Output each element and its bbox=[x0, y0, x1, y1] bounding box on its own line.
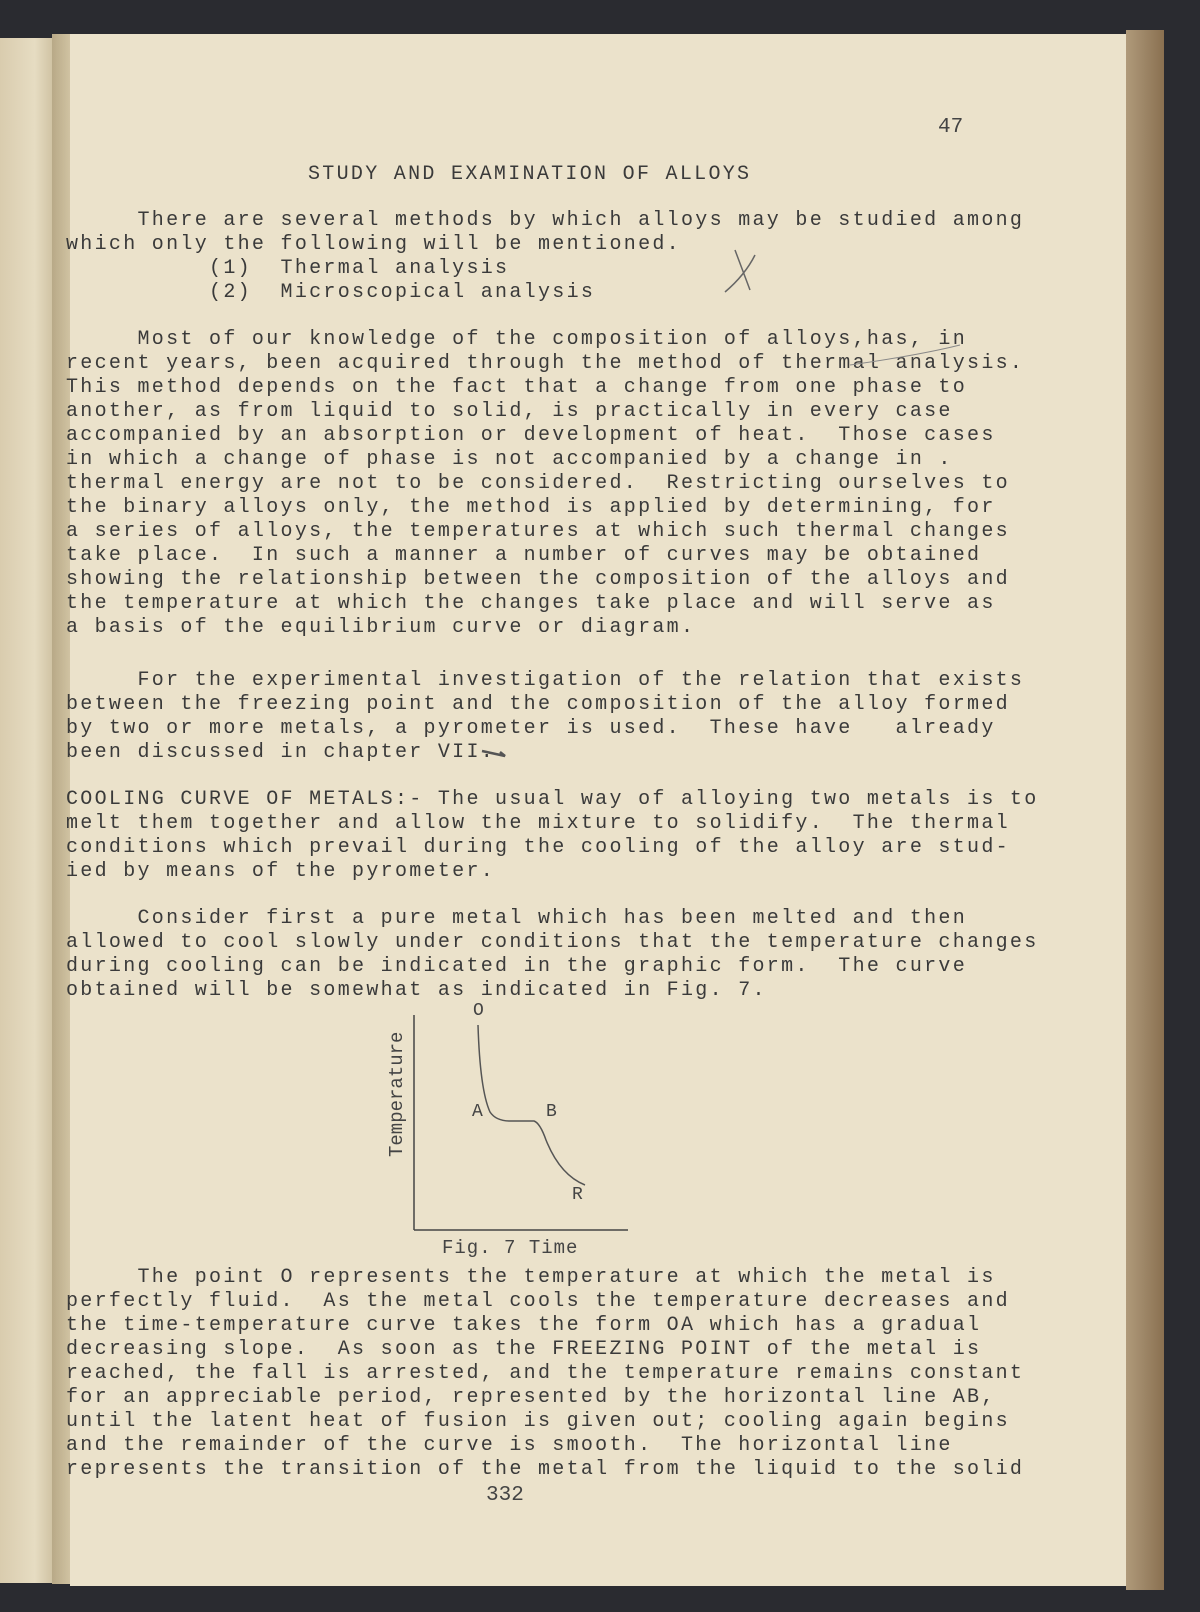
page-title: STUDY AND EXAMINATION OF ALLOYS bbox=[308, 163, 752, 186]
text-line: (2) Microscopical analysis bbox=[66, 281, 596, 304]
text-line: accompanied by an absorption or development of heat. Those cases bbox=[66, 424, 996, 447]
text-line: by two or more metals, a pyrometer is used. These have already bbox=[66, 717, 996, 740]
text-line: in which a change of phase is not accompanied by a change in . bbox=[66, 448, 953, 471]
text-line: until the latent heat of fusion is given out; cooling again begins bbox=[66, 1410, 1010, 1433]
point-a-label: A bbox=[472, 1102, 483, 1122]
text-line: allowed to cool slowly under conditions that the temperature changes bbox=[66, 931, 1039, 954]
text-line: another, as from liquid to solid, is practically in every case bbox=[66, 400, 953, 423]
text-line: a series of alloys, the temperatures at which such thermal changes bbox=[66, 520, 1010, 543]
text-line: ied by means of the pyrometer. bbox=[66, 860, 496, 883]
text-line: during cooling can be indicated in the graphic form. The curve bbox=[66, 955, 968, 978]
page-number: 47 bbox=[938, 116, 964, 139]
figure-7-cooling-curve bbox=[360, 995, 660, 1265]
point-b-label: B bbox=[546, 1102, 557, 1122]
text-line: For the experimental investigation of the relation that exists bbox=[66, 669, 1025, 692]
text-line: reached, the fall is arrested, and the temperature remains constant bbox=[66, 1362, 1025, 1385]
footer-page-number: 332 bbox=[486, 1484, 524, 1507]
text-line: take place. In such a manner a number of curves may be obtained bbox=[66, 544, 982, 567]
text-line: conditions which prevail during the cooling of the alloy are stud- bbox=[66, 836, 1010, 859]
point-o-label: O bbox=[473, 1001, 484, 1021]
text-line: between the freezing point and the composition of the alloy formed bbox=[66, 693, 1010, 716]
text-line: which only the following will be mentioned. bbox=[66, 233, 681, 256]
text-line: Most of our knowledge of the composition of alloys,has, in bbox=[66, 328, 968, 351]
text-line: the binary alloys only, the method is applied by determining, for bbox=[66, 496, 996, 519]
text-line: obtained will be somewhat as indicated in Fig. 7. bbox=[66, 979, 767, 1002]
text-line: This method depends on the fact that a change from one phase to bbox=[66, 376, 968, 399]
text-line: (1) Thermal analysis bbox=[66, 257, 510, 280]
text-line: a basis of the equilibrium curve or diagram. bbox=[66, 616, 696, 639]
text-line: the time-temperature curve takes the form OA which has a gradual bbox=[66, 1314, 982, 1337]
text-line: Consider first a pure metal which has been melted and then bbox=[66, 907, 968, 930]
text-line: showing the relationship between the composition of the alloys and bbox=[66, 568, 1010, 591]
text-line: the temperature at which the changes take place and will serve as bbox=[66, 592, 996, 615]
text-line: recent years, been acquired through the method of thermal analysis. bbox=[66, 352, 1025, 375]
figure-caption: Fig. 7 Time bbox=[442, 1237, 579, 1259]
text-line: The point O represents the temperature at which the metal is bbox=[66, 1266, 996, 1289]
text-line: thermal energy are not to be considered. Restricting ourselves to bbox=[66, 472, 1010, 495]
text-line: There are several methods by which alloys may be studied among bbox=[66, 209, 1025, 232]
text-line: perfectly fluid. As the metal cools the temperature decreases and bbox=[66, 1290, 1010, 1313]
text-line: for an appreciable period, represented by the horizontal line AB, bbox=[66, 1386, 996, 1409]
text-line: decreasing slope. As soon as the FREEZING POINT of the metal is bbox=[66, 1338, 982, 1361]
text-line: COOLING CURVE OF METALS:- The usual way of alloying two metals is to bbox=[66, 788, 1039, 811]
y-axis-label: Temperature bbox=[386, 1031, 408, 1157]
cooling-curve-line bbox=[478, 1025, 585, 1185]
text-line: melt them together and allow the mixture to solidify. The thermal bbox=[66, 812, 1010, 835]
text-line: been discussed in chapter VII. bbox=[66, 741, 496, 764]
text-line: and the remainder of the curve is smooth. The horizontal line bbox=[66, 1434, 953, 1457]
text-line: represents the transition of the metal from the liquid to the solid bbox=[66, 1458, 1025, 1481]
point-r-label: R bbox=[572, 1185, 583, 1205]
